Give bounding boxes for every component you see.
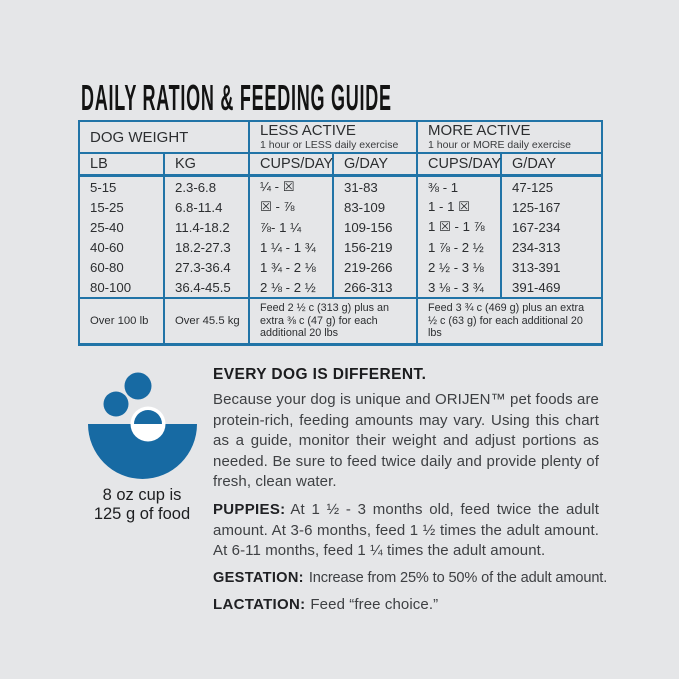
- puppies-label: PUPPIES:: [213, 501, 286, 518]
- table-cell: ⅞- 1 ¼: [249, 217, 333, 237]
- group-header-sublabel: 1 hour or LESS daily exercise: [260, 139, 399, 151]
- group-header-dog-weight: [79, 121, 249, 153]
- gestation-label: GESTATION:: [213, 570, 304, 586]
- table-cell: ¼ - ☒: [249, 176, 333, 198]
- table-row: [79, 277, 602, 298]
- group-header-more-active: [417, 121, 602, 153]
- col-header-g-less: G/DAY: [333, 153, 417, 176]
- table-cell: 31-83: [333, 176, 417, 198]
- table-row: [79, 197, 602, 217]
- table-cell: 266-313: [333, 277, 417, 298]
- table-cell: 15-25: [90, 199, 124, 215]
- table-cell: 5-15: [90, 179, 117, 195]
- footer-over-100lb: Over 100 lb: [79, 298, 164, 344]
- group-header-less-active: [249, 121, 417, 153]
- table-cell: 47-125: [501, 176, 602, 198]
- footer-over-45kg: Over 45.5 kg: [164, 298, 249, 344]
- intro-paragraph: Because your dog is unique and ORIJEN™ pet foods are protein-rich, feeding amounts may vary. Using this chart as a guide, monitor their weight and adjust portions as needed. Be sure to feed twice daily and provide plenty of fresh, clean water.: [213, 391, 599, 490]
- food-bowl-icon: [84, 365, 199, 483]
- table-cell: 25-40: [90, 219, 124, 235]
- table-cell: 2 ⅛ - 2 ½: [249, 277, 333, 298]
- footer-feed-note-more-active: Feed 3 ¾ c (469 g) plus an extra ½ c (63 g) for each additional 20 lbs: [417, 298, 602, 344]
- table-cell: 40-60: [90, 239, 124, 255]
- cup-note-line2: 125 g of food: [93, 505, 191, 523]
- group-header-sublabel: 1 hour or MORE daily exercise: [428, 139, 572, 151]
- col-header-g-more: G/DAY: [501, 153, 602, 176]
- table-cell: 1 ¼ - 1 ¾: [249, 237, 333, 257]
- puppies-paragraph: [213, 500, 599, 562]
- table-row: [79, 237, 602, 257]
- puppies-text: At 1 ½ - 3 months old, feed twice the adult amount. At 3-6 months, feed 1 ½ times the adult amount. At 6-11 months, feed 1 ¼ times the adult amount.: [213, 501, 599, 559]
- table-row: [79, 176, 602, 198]
- lactation-text: Feed “free choice.”: [310, 596, 439, 613]
- footer-feed-note-less-active: Feed 2 ½ c (313 g) plus an extra ⅜ c (47 g) for each additional 20 lbs: [249, 298, 417, 344]
- col-header-cups-less: CUPS/DAY: [249, 153, 333, 176]
- table-cell: 1 - 1 ☒: [417, 197, 501, 217]
- table-cell: 167-234: [501, 217, 602, 237]
- table-cell: 6.8-11.4: [164, 197, 249, 217]
- table-cell: 219-266: [333, 257, 417, 277]
- table-cell: 36.4-45.5: [164, 277, 249, 298]
- table-cell: 313-391: [501, 257, 602, 277]
- col-header-cups-more: CUPS/DAY: [417, 153, 501, 176]
- table-cell: ⅜ - 1: [417, 176, 501, 198]
- col-header-kg: KG: [164, 153, 249, 176]
- column-header-row: [79, 153, 602, 176]
- table-cell: 80-100: [90, 279, 132, 295]
- gestation-text: Increase from 25% to 50% of the adult amount.: [308, 570, 608, 586]
- page-title: DAILY RATION & FEEDING GUIDE: [81, 77, 392, 118]
- table-cell: 18.2-27.3: [164, 237, 249, 257]
- table-cell: 109-156: [333, 217, 417, 237]
- table-cell: 60-80: [90, 259, 124, 275]
- cup-size-note: [78, 486, 206, 524]
- lactation-paragraph: [213, 595, 599, 616]
- table-cell: 2.3-6.8: [164, 176, 249, 198]
- table-cell: 234-313: [501, 237, 602, 257]
- table-cell: 2 ½ - 3 ⅛: [417, 257, 501, 277]
- table-cell: 1 ¾ - 2 ⅛: [249, 257, 333, 277]
- table-cell: 3 ⅛ - 3 ¾: [417, 277, 501, 298]
- group-header-label: MORE ACTIVE: [428, 122, 531, 139]
- table-cell: ☒ - ⅞: [249, 197, 333, 217]
- gestation-paragraph: [213, 568, 608, 589]
- group-header-label: DOG WEIGHT: [90, 128, 189, 146]
- table-cell: 391-469: [501, 277, 602, 298]
- table-cell: 125-167: [501, 197, 602, 217]
- feeding-table: [78, 120, 603, 346]
- table-cell: 27.3-36.4: [164, 257, 249, 277]
- table-row: [79, 217, 602, 237]
- table-cell: 156-219: [333, 237, 417, 257]
- group-header-row: [79, 121, 602, 153]
- section-heading: EVERY DOG IS DIFFERENT.: [213, 366, 427, 383]
- cup-note-line1: 8 oz cup is: [102, 486, 182, 504]
- table-cell: 11.4-18.2: [164, 217, 249, 237]
- table-cell: 83-109: [333, 197, 417, 217]
- table-footer-row: [79, 298, 602, 344]
- table-cell: 1 ☒ - 1 ⅞: [417, 217, 501, 237]
- table-row: [79, 257, 602, 277]
- lactation-label: LACTATION:: [213, 596, 306, 613]
- col-header-lb: LB: [79, 153, 164, 176]
- table-cell: 1 ⅞ - 2 ½: [417, 237, 501, 257]
- group-header-label: LESS ACTIVE: [260, 122, 356, 139]
